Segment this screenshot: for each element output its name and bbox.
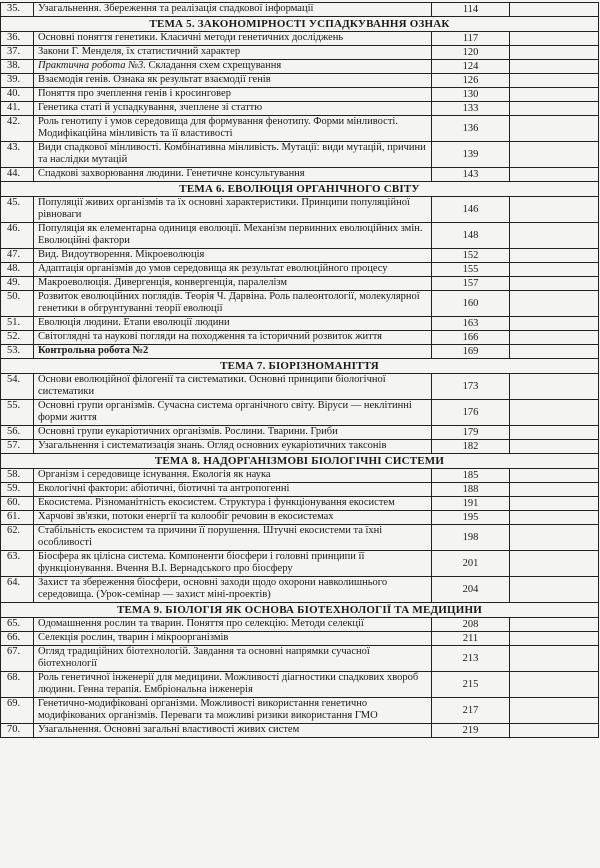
empty-cell — [510, 511, 599, 525]
page-number: 176 — [432, 400, 510, 426]
lesson-topic — [34, 3, 432, 17]
lesson-number: 37. — [1, 46, 34, 60]
lesson-number: 45. — [1, 197, 34, 223]
lesson-number: 66. — [1, 632, 34, 646]
page-number: 198 — [432, 525, 510, 551]
lesson-topic — [34, 331, 432, 345]
lesson-topic — [34, 632, 432, 646]
empty-cell — [510, 317, 599, 331]
lesson-number: 35. — [1, 3, 34, 17]
page-number: 213 — [432, 646, 510, 672]
empty-cell — [510, 426, 599, 440]
empty-cell — [510, 497, 599, 511]
page-number: 204 — [432, 577, 510, 603]
lesson-topic-text: Закони Г. Менделя, їх статистичний характер — [38, 46, 241, 57]
lesson-topic-text: Основи еволюційної філогенії та систематики. Основні принципи біологічної систематики — [38, 374, 386, 397]
empty-cell — [510, 698, 599, 724]
lesson-topic — [34, 440, 432, 454]
lesson-topic — [34, 60, 432, 74]
lesson-topic-text: Організм і середовище існування. Екологія як наука — [38, 469, 271, 480]
page-number: 191 — [432, 497, 510, 511]
lesson-topic — [34, 374, 432, 400]
lesson-row — [1, 317, 599, 331]
empty-cell — [510, 672, 599, 698]
lesson-topic-text: Розвиток еволюційних поглядів. Теорія Ч. Дарвіна. Роль палеонтології, молекулярної генетики в обгрунтуванні теорії еволюції — [38, 291, 420, 314]
lesson-number: 56. — [1, 426, 34, 440]
lesson-number: 46. — [1, 223, 34, 249]
lesson-row — [1, 618, 599, 632]
lesson-topic — [34, 400, 432, 426]
lesson-topic — [34, 511, 432, 525]
empty-cell — [510, 400, 599, 426]
page-number: 157 — [432, 277, 510, 291]
page-number: 182 — [432, 440, 510, 454]
lesson-row — [1, 291, 599, 317]
lesson-topic-text: Спадкові захворювання людини. Генетичне консультування — [38, 168, 305, 179]
page-number: 188 — [432, 483, 510, 497]
page-number: 139 — [432, 142, 510, 168]
empty-cell — [510, 483, 599, 497]
lesson-topic — [34, 168, 432, 182]
page-number: 117 — [432, 32, 510, 46]
empty-cell — [510, 632, 599, 646]
empty-cell — [510, 618, 599, 632]
page-number: 185 — [432, 469, 510, 483]
lesson-row — [1, 32, 599, 46]
lesson-number: 60. — [1, 497, 34, 511]
lesson-topic-text: Узагальнення. Збереження та реалізація спадкової інформації — [38, 3, 314, 14]
empty-cell — [510, 3, 599, 17]
empty-cell — [510, 724, 599, 738]
topic-heading: ТЕМА 5. ЗАКОНОМІРНОСТІ УСПАДКУВАННЯ ОЗНАК — [1, 17, 599, 32]
empty-cell — [510, 74, 599, 88]
empty-cell — [510, 440, 599, 454]
lesson-topic-text: Популяція як елементарна одиниця еволюції. Механізм первинних еволюційних змін. Еволюційні фактори — [38, 223, 423, 246]
lesson-row — [1, 345, 599, 359]
lesson-topic — [34, 577, 432, 603]
lesson-number: 69. — [1, 698, 34, 724]
lesson-topic — [34, 32, 432, 46]
lesson-number: 61. — [1, 511, 34, 525]
topic-heading: ТЕМА 9. БІОЛОГІЯ ЯК ОСНОВА БІОТЕХНОЛОГІЇ ТА МЕДИЦИНИ — [1, 603, 599, 618]
lesson-number: 63. — [1, 551, 34, 577]
empty-cell — [510, 223, 599, 249]
topic-heading-row — [1, 454, 599, 469]
topic-heading: ТЕМА 8. НАДОРГАНІЗМОВІ БІОЛОГІЧНІ СИСТЕМИ — [1, 454, 599, 469]
topic-heading: ТЕМА 7. БІОРІЗНОМАНІТТЯ — [1, 359, 599, 374]
page-number: 195 — [432, 511, 510, 525]
lesson-number: 44. — [1, 168, 34, 182]
lesson-row — [1, 74, 599, 88]
lesson-row — [1, 197, 599, 223]
lesson-topic — [34, 724, 432, 738]
lesson-topic-text: Основні групи організмів. Сучасна система органічного світу. Віруси — неклітинні форми життя — [38, 400, 412, 423]
lesson-topic-text: Види спадкової мінливості. Комбінативна мінливість. Мутації: види мутацій, причини та наслідки мутацій — [38, 142, 426, 165]
lesson-number: 42. — [1, 116, 34, 142]
lesson-row — [1, 168, 599, 182]
empty-cell — [510, 525, 599, 551]
lesson-topic-text: Роль генотипу і умов середовища для формування фенотипу. Форми мінливості. Модифікаційна мінливість та її властивості — [38, 116, 398, 139]
lesson-topic — [34, 223, 432, 249]
lesson-topic-text: Узагальнення. Основні загальні властивості живих систем — [38, 724, 300, 735]
lesson-row — [1, 497, 599, 511]
lesson-number: 39. — [1, 74, 34, 88]
lesson-topic — [34, 142, 432, 168]
empty-cell — [510, 32, 599, 46]
lesson-topic — [34, 345, 432, 359]
empty-cell — [510, 277, 599, 291]
lesson-row — [1, 426, 599, 440]
lesson-row — [1, 469, 599, 483]
page-number: 208 — [432, 618, 510, 632]
toc-table — [0, 2, 599, 738]
page-number: 201 — [432, 551, 510, 577]
lesson-number: 62. — [1, 525, 34, 551]
lesson-topic — [34, 525, 432, 551]
lesson-topic-text: Харчові зв'язки, потоки енергії та колообіг речовин в екосистемах — [38, 511, 334, 522]
lesson-number: 47. — [1, 249, 34, 263]
lesson-number: 67. — [1, 646, 34, 672]
lesson-number: 43. — [1, 142, 34, 168]
lesson-number: 48. — [1, 263, 34, 277]
lesson-number: 70. — [1, 724, 34, 738]
lesson-row — [1, 400, 599, 426]
lesson-number: 41. — [1, 102, 34, 116]
lesson-topic — [34, 116, 432, 142]
empty-cell — [510, 469, 599, 483]
empty-cell — [510, 88, 599, 102]
lesson-topic — [34, 102, 432, 116]
lesson-row — [1, 46, 599, 60]
lesson-topic-text: Популяції живих організмів та їх основні характеристики. Принципи популяційної рівноваги — [38, 197, 410, 220]
lesson-number: 59. — [1, 483, 34, 497]
empty-cell — [510, 577, 599, 603]
topic-heading-row — [1, 359, 599, 374]
page-number: 219 — [432, 724, 510, 738]
lesson-row — [1, 263, 599, 277]
topic-heading-row — [1, 17, 599, 32]
lesson-number: 54. — [1, 374, 34, 400]
lesson-topic-text: Біосфера як цілісна система. Компоненти біосфери і головні принципи її функціонування. Вчення В.І. Вернадського про біосферу — [38, 551, 365, 574]
lesson-topic — [34, 698, 432, 724]
page-number: 126 — [432, 74, 510, 88]
control-work-label: Контрольна робота №2 — [38, 345, 149, 356]
lesson-number: 40. — [1, 88, 34, 102]
empty-cell — [510, 291, 599, 317]
lesson-topic-text: Генетично-модифіковані організми. Можливості використання генетично модифікованих організмів. Переваги та можливі ризики використання ГМО — [38, 698, 378, 721]
page-number: 124 — [432, 60, 510, 74]
page-number: 211 — [432, 632, 510, 646]
page-number: 166 — [432, 331, 510, 345]
lesson-topic-text: Одомашнення рослин та тварин. Поняття про селекцію. Методи селекції — [38, 618, 364, 629]
lesson-row — [1, 88, 599, 102]
lesson-row — [1, 672, 599, 698]
lesson-row — [1, 374, 599, 400]
page-number: 146 — [432, 197, 510, 223]
lesson-row — [1, 511, 599, 525]
practical-work-label: Практична робота №3. — [38, 60, 146, 71]
lesson-topic-text: Макроеволюція. Дивергенція, конвергенція, паралелізм — [38, 277, 288, 288]
lesson-number: 64. — [1, 577, 34, 603]
lesson-row — [1, 698, 599, 724]
lesson-topic — [34, 618, 432, 632]
lesson-topic-text: Еволюція людини. Етапи еволюції людини — [38, 317, 230, 328]
lesson-topic-text: Адаптація організмів до умов середовища як результат еволюційного процесу — [38, 263, 388, 274]
lesson-row — [1, 116, 599, 142]
lesson-topic-text: Складання схем схрещування — [145, 60, 282, 71]
lesson-topic-text: Огляд традиційних біотехнологій. Завдання та основні напрямки сучасної біотехнології — [38, 646, 370, 669]
lesson-topic — [34, 426, 432, 440]
lesson-topic-text: Основні групи еукаріотичних організмів. Рослини. Тварини. Гриби — [38, 426, 338, 437]
lesson-topic-text: Вид. Видоутворення. Мікроеволюція — [38, 249, 205, 260]
empty-cell — [510, 102, 599, 116]
lesson-topic — [34, 46, 432, 60]
empty-cell — [510, 116, 599, 142]
empty-cell — [510, 646, 599, 672]
lesson-number: 68. — [1, 672, 34, 698]
lesson-row — [1, 277, 599, 291]
page-number: 163 — [432, 317, 510, 331]
lesson-number: 57. — [1, 440, 34, 454]
lesson-topic — [34, 469, 432, 483]
lesson-topic-text: Захист та збереження біосфери, основні заходи щодо охорони навколишнього середовища. (Урок-семінар — захист міні-проектів) — [38, 577, 388, 600]
lesson-topic-text: Стабільність екосистем та причини її порушення. Штучні екосистеми та їхні особливості — [38, 525, 383, 548]
lesson-topic — [34, 551, 432, 577]
lesson-topic-text: Поняття про зчеплення генів і кросинговер — [38, 88, 231, 99]
lesson-topic — [34, 646, 432, 672]
lesson-number: 36. — [1, 32, 34, 46]
topic-heading-row — [1, 182, 599, 197]
page-number: 114 — [432, 3, 510, 17]
lesson-topic — [34, 263, 432, 277]
lesson-row — [1, 440, 599, 454]
lesson-number: 51. — [1, 317, 34, 331]
lesson-row — [1, 525, 599, 551]
lesson-number: 55. — [1, 400, 34, 426]
empty-cell — [510, 197, 599, 223]
lesson-number: 52. — [1, 331, 34, 345]
page-number: 173 — [432, 374, 510, 400]
empty-cell — [510, 551, 599, 577]
lesson-topic — [34, 672, 432, 698]
lesson-topic-text: Взаємодія генів. Ознака як результат взаємодії генів — [38, 74, 271, 85]
lesson-topic — [34, 197, 432, 223]
topic-heading-row — [1, 603, 599, 618]
lesson-topic-text: Генетика статі й успадкування, зчеплене зі статтю — [38, 102, 263, 113]
page-number: 155 — [432, 263, 510, 277]
lesson-row — [1, 60, 599, 74]
page-number: 215 — [432, 672, 510, 698]
toc-body — [1, 3, 599, 738]
lesson-topic-text: Основні поняття генетики. Класичні методи генетичних досліджень — [38, 32, 344, 43]
page-number: 136 — [432, 116, 510, 142]
lesson-number: 50. — [1, 291, 34, 317]
empty-cell — [510, 331, 599, 345]
lesson-topic — [34, 74, 432, 88]
page-number: 179 — [432, 426, 510, 440]
lesson-topic-text: Екологічні фактори: абіотичні, біотичні та антропогенні — [38, 483, 290, 494]
empty-cell — [510, 46, 599, 60]
lesson-number: 65. — [1, 618, 34, 632]
lesson-topic — [34, 88, 432, 102]
lesson-row — [1, 331, 599, 345]
lesson-number: 49. — [1, 277, 34, 291]
empty-cell — [510, 374, 599, 400]
lesson-row — [1, 724, 599, 738]
empty-cell — [510, 60, 599, 74]
lesson-row — [1, 551, 599, 577]
lesson-topic — [34, 497, 432, 511]
lesson-topic-text: Селекція рослин, тварин і мікроорганізмів — [38, 632, 229, 643]
empty-cell — [510, 168, 599, 182]
lesson-row — [1, 3, 599, 17]
lesson-topic — [34, 249, 432, 263]
page-number: 133 — [432, 102, 510, 116]
lesson-row — [1, 223, 599, 249]
empty-cell — [510, 142, 599, 168]
lesson-row — [1, 102, 599, 116]
topic-heading: ТЕМА 6. ЕВОЛЮЦІЯ ОРГАНІЧНОГО СВІТУ — [1, 182, 599, 197]
page-number: 143 — [432, 168, 510, 182]
page-number: 169 — [432, 345, 510, 359]
page-number: 160 — [432, 291, 510, 317]
lesson-number: 58. — [1, 469, 34, 483]
lesson-topic — [34, 277, 432, 291]
empty-cell — [510, 249, 599, 263]
lesson-row — [1, 483, 599, 497]
empty-cell — [510, 263, 599, 277]
lesson-number: 53. — [1, 345, 34, 359]
lesson-topic — [34, 291, 432, 317]
lesson-row — [1, 577, 599, 603]
page-number: 130 — [432, 88, 510, 102]
lesson-topic-text: Роль генетичної інженерії для медицини. Можливості діагностики спадкових хвороб людини. Генна терапія. Ембріональна інженерія — [38, 672, 419, 695]
lesson-topic — [34, 317, 432, 331]
lesson-number: 38. — [1, 60, 34, 74]
lesson-row — [1, 249, 599, 263]
page-number: 148 — [432, 223, 510, 249]
lesson-row — [1, 142, 599, 168]
lesson-topic-text: Екосистема. Різноманітність екосистем. Структура і функціонування екосистем — [38, 497, 395, 508]
page-number: 217 — [432, 698, 510, 724]
lesson-row — [1, 632, 599, 646]
empty-cell — [510, 345, 599, 359]
page-number: 152 — [432, 249, 510, 263]
lesson-topic-text: Світоглядні та наукові погляди на походження та історичний розвиток життя — [38, 331, 382, 342]
page-number: 120 — [432, 46, 510, 60]
lesson-row — [1, 646, 599, 672]
lesson-topic-text: Узагальнення і систематизація знань. Огляд основних еукаріотичних таксонів — [38, 440, 387, 451]
lesson-topic — [34, 483, 432, 497]
